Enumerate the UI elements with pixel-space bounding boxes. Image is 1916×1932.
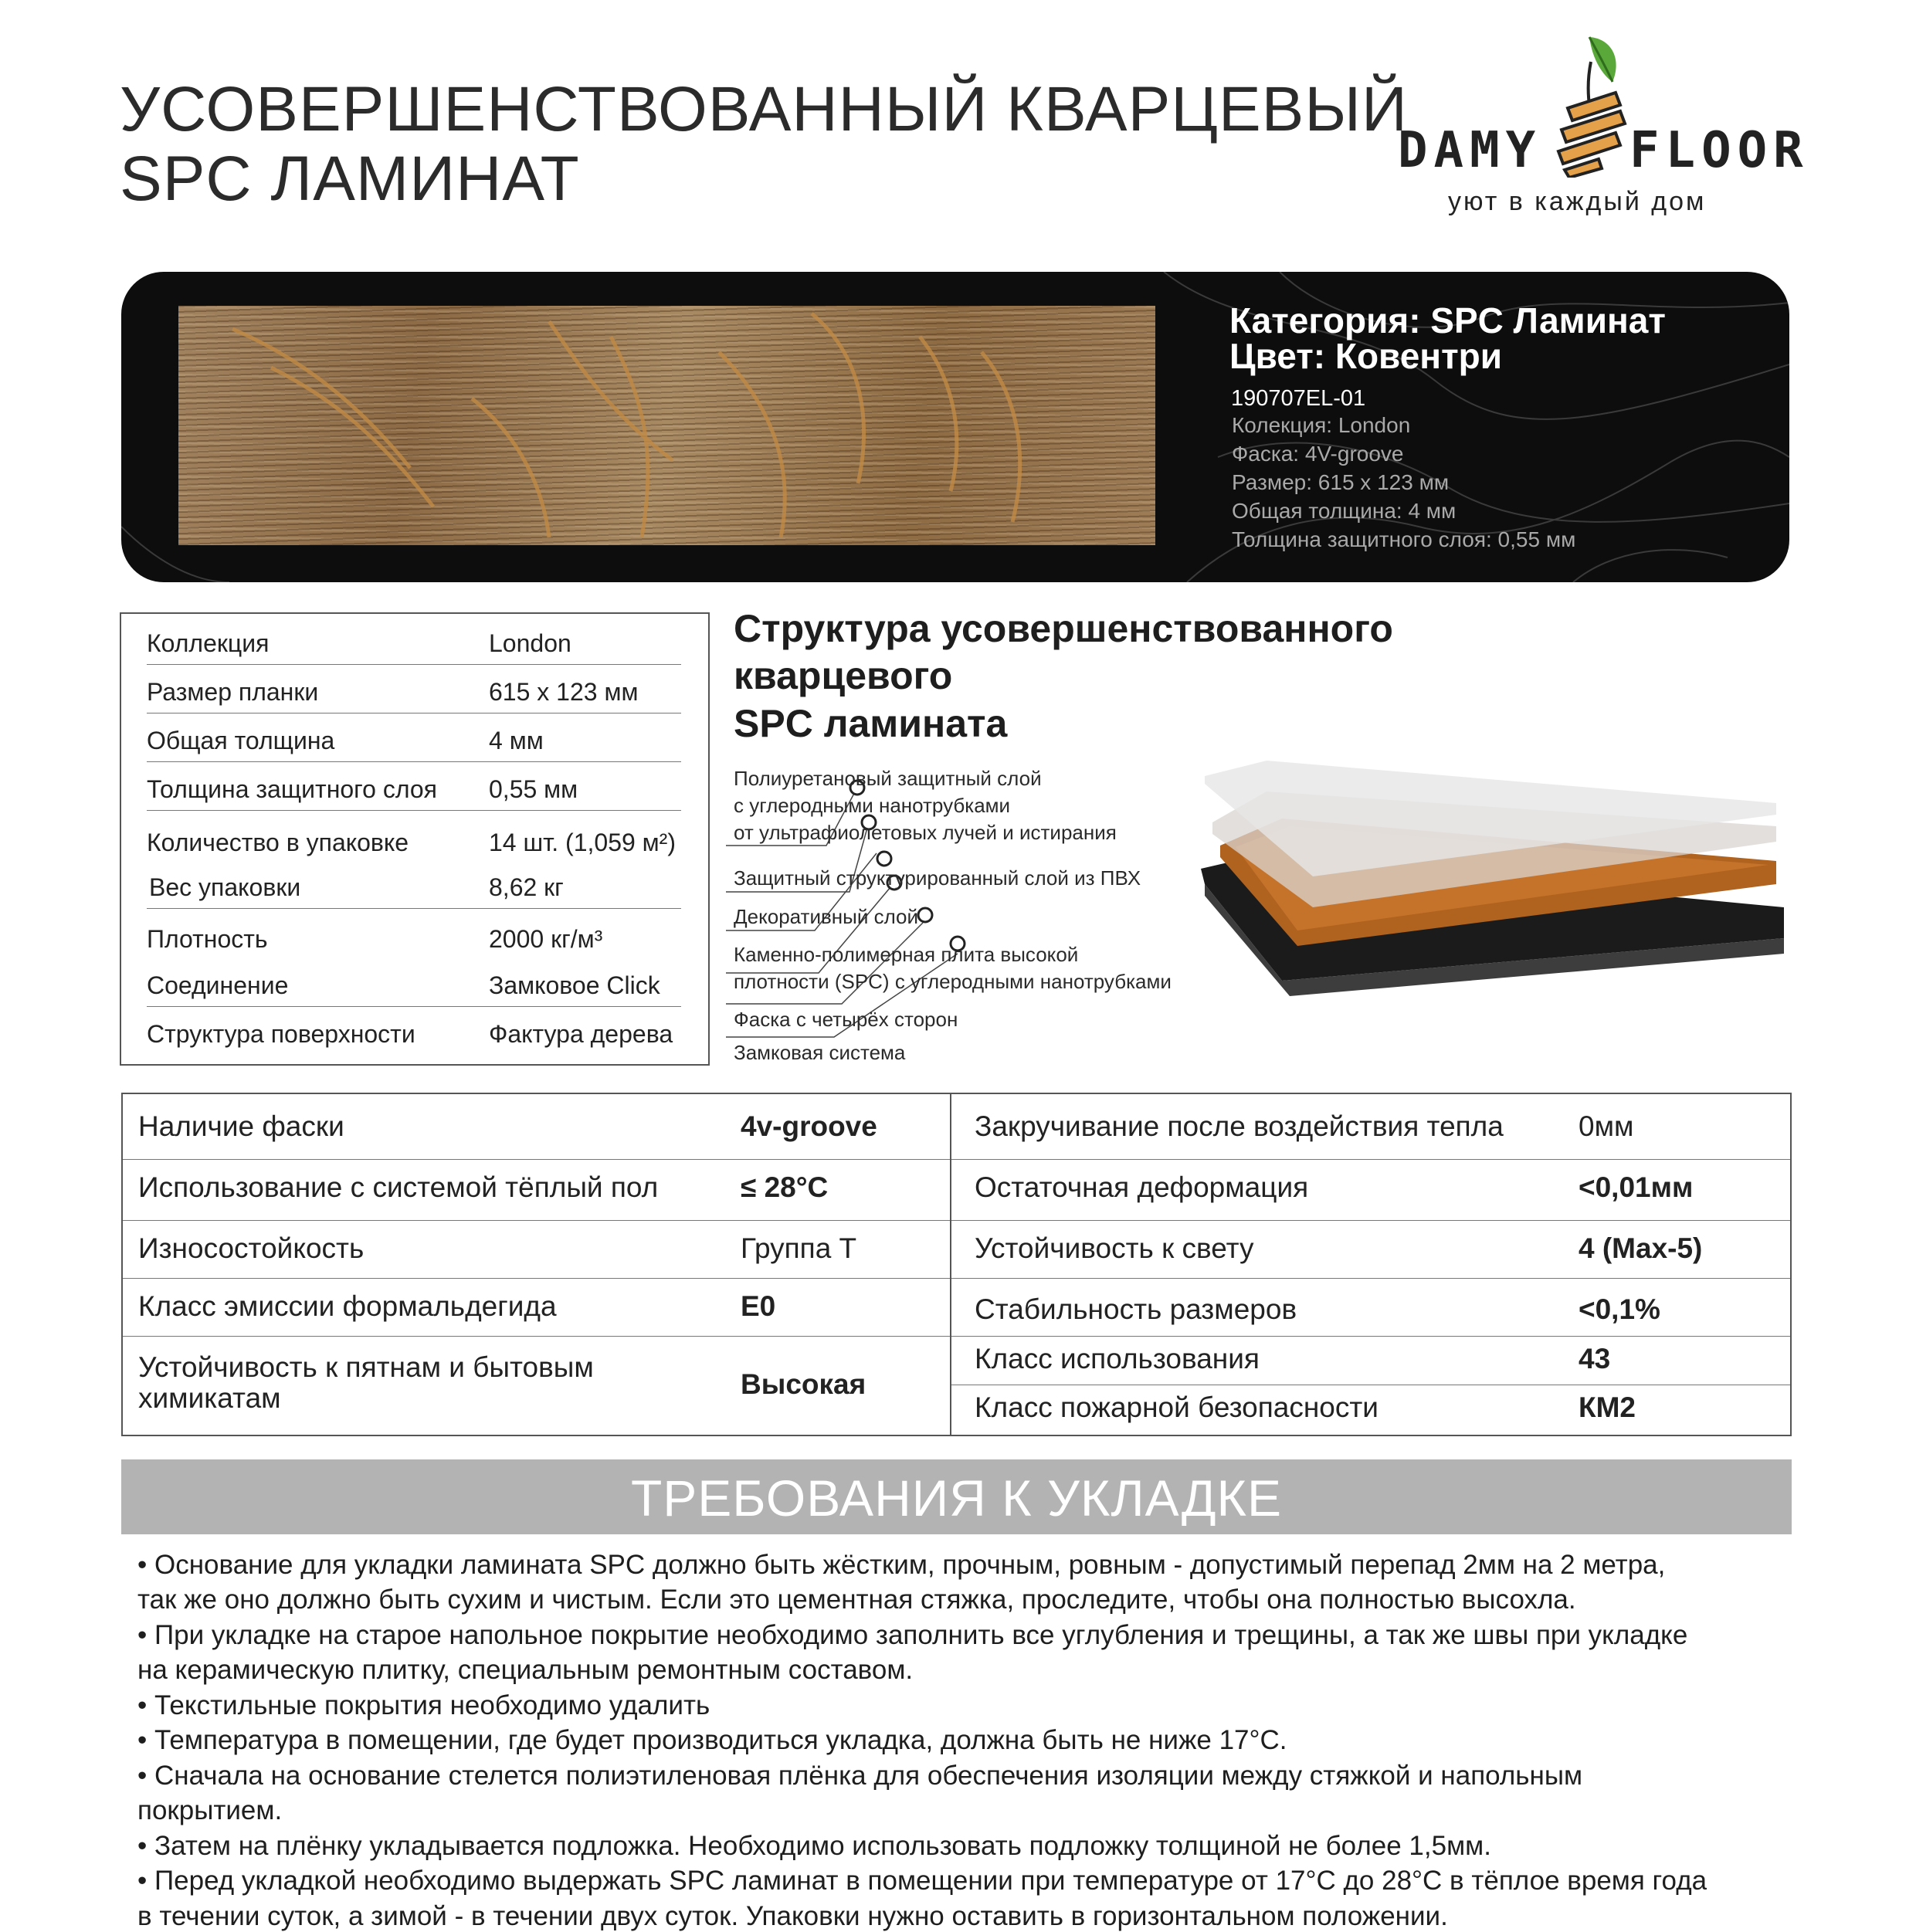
property-value: <0,01мм bbox=[1579, 1171, 1694, 1203]
layer-label-lock: Замковая система bbox=[734, 1041, 906, 1064]
property-key: Износостойкость bbox=[138, 1232, 365, 1264]
product-color: Цвет: Ковентри bbox=[1229, 336, 1502, 376]
spec-value: London bbox=[489, 629, 571, 657]
spec-key: Коллекция bbox=[147, 629, 270, 657]
row-divider bbox=[951, 1336, 1790, 1337]
wood-texture-swatch bbox=[178, 306, 1155, 545]
spec-row bbox=[147, 913, 681, 961]
property-key: Класс эмиссии формальдегида bbox=[138, 1290, 557, 1322]
requirement-line: • Сначала на основание стелется полиэтиленовая плёнка для обеспечения изоляции между стяжкой и напольным bbox=[137, 1761, 1583, 1791]
layer-label-bevel: Фаска с четырёх сторон bbox=[734, 1008, 958, 1031]
property-value: <0,1% bbox=[1579, 1293, 1660, 1325]
row-divider bbox=[123, 1336, 950, 1337]
spec-key: Количество в упаковке bbox=[147, 829, 409, 856]
spec-key: Размер планки bbox=[147, 678, 319, 706]
hero-spec-bevel: Фаска: 4V-groove bbox=[1232, 442, 1404, 466]
spec-table bbox=[120, 612, 710, 1066]
leaf-and-planks-icon bbox=[1545, 31, 1637, 178]
row-divider bbox=[123, 1278, 950, 1279]
spec-value: Фактура дерева bbox=[489, 1020, 673, 1048]
spec-value: Замковое Click bbox=[489, 971, 660, 999]
row-divider bbox=[123, 1159, 950, 1160]
spec-value: 8,62 кг bbox=[489, 873, 564, 901]
property-value: 43 bbox=[1579, 1343, 1611, 1374]
logo-word-floor: FLOOR bbox=[1629, 122, 1809, 179]
property-value: Группа Т bbox=[741, 1232, 857, 1264]
logo-word-damy: DAMY bbox=[1398, 122, 1542, 179]
requirement-line: • При укладке на старое напольное покрытие необходимо заполнить все углубления и трещины, а так же швы при укладке bbox=[137, 1620, 1688, 1650]
spec-key: Толщина защитного слоя bbox=[147, 775, 437, 803]
property-key: Устойчивость к пятнам и бытовым bbox=[138, 1351, 594, 1383]
product-code: 190707EL-01 bbox=[1231, 386, 1366, 411]
property-value: 4 (Max-5) bbox=[1579, 1232, 1703, 1264]
product-hero-band bbox=[121, 272, 1789, 582]
property-key: химикатам bbox=[138, 1382, 281, 1414]
property-value: 4v-groove bbox=[741, 1110, 877, 1142]
column-divider bbox=[950, 1094, 951, 1435]
spec-row bbox=[147, 666, 681, 713]
property-key: Остаточная деформация bbox=[975, 1171, 1309, 1203]
row-divider bbox=[147, 761, 681, 762]
property-key: Стабильность размеров bbox=[975, 1293, 1297, 1325]
requirement-line: • Основание для укладки ламината SPC должно быть жёстким, прочным, ровным - допустимый перепад 2мм на 2 метра, bbox=[137, 1550, 1666, 1580]
property-value: ≤ 28°С bbox=[741, 1171, 829, 1203]
page-title-line-2: SPC ЛАМИНАТ bbox=[120, 144, 580, 214]
product-category: Категория: SPC Ламинат bbox=[1229, 300, 1666, 341]
requirement-line: так же оно должно быть сухим и чистым. Если это цементная стяжка, проследите, чтобы она полностью высохла. bbox=[137, 1585, 1576, 1615]
properties-table bbox=[121, 1093, 1792, 1436]
structure-title-line-2: кварцевого bbox=[734, 654, 953, 697]
layer-label-pu-1: Полиуретановый защитный слой bbox=[734, 767, 1042, 790]
logo-tagline: уют в каждый дом bbox=[1448, 187, 1707, 216]
requirements-title: ТРЕБОВАНИЯ К УКЛАДКЕ bbox=[630, 1469, 1283, 1527]
row-divider bbox=[123, 1220, 950, 1221]
spec-key: Структура поверхности bbox=[147, 1020, 415, 1048]
layer-label-spc-1: Каменно-полимерная плита высокой bbox=[734, 943, 1079, 966]
requirement-line: • Перед укладкой необходимо выдержать SPC ламинат в помещении при температуре от 17°С до 28°С в тёплое время года bbox=[137, 1866, 1707, 1896]
spec-key: Вес упаковки bbox=[149, 873, 301, 901]
row-divider bbox=[147, 810, 681, 811]
row-divider bbox=[147, 908, 681, 909]
hero-spec-wear-layer: Толщина защитного слоя: 0,55 мм bbox=[1232, 527, 1576, 551]
requirement-line: покрытием. bbox=[137, 1795, 283, 1825]
spec-key: Общая толщина bbox=[147, 727, 335, 754]
spec-row bbox=[147, 816, 681, 864]
hero-spec-size: Размер: 615 х 123 мм bbox=[1232, 470, 1450, 494]
spec-value: 615 х 123 мм bbox=[489, 678, 639, 706]
layer-label-pu-2: с углеродными нанотрубками bbox=[734, 794, 1011, 817]
spec-row bbox=[147, 763, 681, 811]
layer-label-spc-2: плотности (SPC) с углеродными нанотрубками bbox=[734, 970, 1172, 993]
layer-label-pvc: Защитный структурированный слой из ПВХ bbox=[734, 866, 1141, 890]
row-divider bbox=[951, 1278, 1790, 1279]
property-key: Класс использования bbox=[975, 1343, 1260, 1374]
brand-logo bbox=[1398, 31, 1809, 224]
property-key: Наличие фаски bbox=[138, 1110, 344, 1142]
requirement-line: • Затем на плёнку укладывается подложка. Необходимо использовать подложку толщиной не более 1,5мм. bbox=[137, 1831, 1491, 1861]
property-key: Использование с системой тёплый пол bbox=[138, 1171, 659, 1203]
property-key: Класс пожарной безопасности bbox=[975, 1391, 1379, 1423]
property-value: КМ2 bbox=[1579, 1391, 1636, 1423]
layer-label-pu-3: от ультрафиолетовых лучей и истирания bbox=[734, 821, 1117, 844]
requirement-line: • Температура в помещении, где будет производиться укладка, должна быть не ниже 17°С. bbox=[137, 1725, 1287, 1755]
page-title-line-1: УСОВЕРШЕНСТВОВАННЫЙ КВАРЦЕВЫЙ bbox=[120, 74, 1408, 144]
row-divider bbox=[951, 1159, 1790, 1160]
requirement-line: в течении суток, а зимой - в течении двух суток. Упаковки нужно оставить в горизонтальном положении. bbox=[137, 1901, 1448, 1931]
spec-value: 0,55 мм bbox=[489, 775, 578, 803]
layer-label-decor: Декоративный слой bbox=[734, 905, 919, 928]
spec-key: Плотность bbox=[147, 925, 268, 953]
spec-row bbox=[147, 959, 681, 1007]
requirements-header-bar bbox=[121, 1459, 1792, 1534]
spec-row bbox=[147, 617, 681, 665]
property-key: Закручивание после воздействия тепла bbox=[975, 1110, 1504, 1142]
property-value: Е0 bbox=[741, 1290, 776, 1322]
spec-key: Соединение bbox=[147, 971, 289, 999]
spec-value: 14 шт. (1,059 м²) bbox=[489, 829, 676, 856]
hero-spec-collection: Колекция: London bbox=[1232, 413, 1411, 437]
property-value: 0мм bbox=[1579, 1110, 1634, 1142]
structure-title-line-1: Структура усовершенствованного bbox=[734, 607, 1393, 650]
spec-row bbox=[147, 714, 681, 762]
property-value: Высокая bbox=[741, 1368, 866, 1400]
requirement-line: • Текстильные покрытия необходимо удалить bbox=[137, 1690, 710, 1720]
spec-row bbox=[147, 861, 681, 909]
property-key: Устойчивость к свету bbox=[975, 1232, 1254, 1264]
requirement-line: на керамическую плитку, специальным ремонтным составом. bbox=[137, 1655, 914, 1685]
row-divider bbox=[147, 1006, 681, 1007]
spec-value: 2000 кг/м³ bbox=[489, 925, 603, 953]
row-divider bbox=[147, 664, 681, 665]
hero-spec-thickness: Общая толщина: 4 мм bbox=[1232, 499, 1456, 523]
spec-value: 4 мм bbox=[489, 727, 544, 754]
structure-title-line-3: SPC ламината bbox=[734, 702, 1008, 745]
spec-row bbox=[147, 1008, 681, 1056]
row-divider bbox=[951, 1220, 1790, 1221]
